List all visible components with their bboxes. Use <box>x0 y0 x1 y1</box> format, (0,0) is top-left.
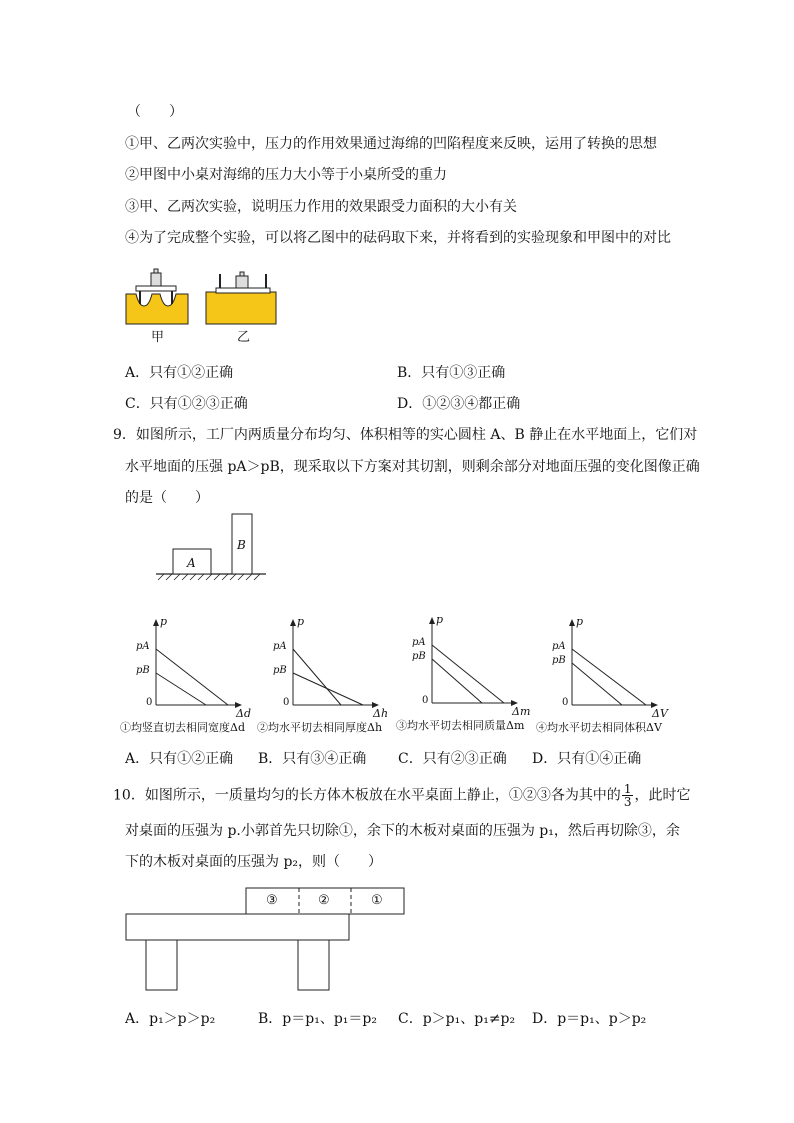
tick-label-pb: pB <box>273 665 287 676</box>
q8-answer-bracket: （ ） <box>127 104 183 120</box>
graph-caption: ④均水平切去相同体积ΔV <box>536 721 662 734</box>
y-axis-arrow <box>153 619 159 626</box>
figure-label-yi: 乙 <box>237 330 251 345</box>
line-pb <box>572 663 622 705</box>
tick-label-pb: pB <box>412 651 426 662</box>
line-pa <box>572 649 646 705</box>
origin-label: 0 <box>562 697 569 708</box>
sponge-yi <box>206 272 276 324</box>
q9-cylinders-figure <box>150 510 270 586</box>
y-axis-label: p <box>297 615 305 628</box>
pressure-graph-2 <box>257 615 389 734</box>
q10-stem-line-3: 下的木板对桌面的压强为 p₂，则（ ） <box>125 854 383 870</box>
graph-caption: ③均水平切去相同质量Δm <box>396 719 525 732</box>
q9-option-d[interactable]: D．只有①④正确 <box>532 751 642 767</box>
y-axis-arrow <box>429 617 435 624</box>
line-pa <box>293 649 341 705</box>
q8-statement-3: ③甲、乙两次实验，说明压力作用的效果跟受力面积的大小有关 <box>125 199 517 215</box>
line-pb <box>293 673 363 705</box>
q9-stem-line-2: 水平地面的压强 pA＞pB，现采取以下方案对其切割，则剩余部分对地面压强的变化图像正确 <box>125 459 700 475</box>
one-third-fraction <box>622 783 634 808</box>
pressure-graph-1 <box>120 615 251 734</box>
x-axis-label: Δh <box>373 707 389 720</box>
tick-label-pb: pB <box>136 665 150 676</box>
line-pb <box>156 673 206 705</box>
q8-statement-1: ①甲、乙两次实验中，压力的作用效果通过海绵的凹陷程度来反映，运用了转换的思想 <box>125 136 657 152</box>
graph-caption: ①均竖直切去相同宽度Δd <box>120 721 245 734</box>
fraction-denominator: 3 <box>623 795 632 809</box>
q10-stem-line-2: 对桌面的压强为 p.小郭首先只切除①，余下的木板对桌面的压强为 p₁，然后再切除③，余 <box>125 823 680 839</box>
line-pa <box>432 645 504 703</box>
graph-axes-3 <box>396 613 526 713</box>
q8-option-b[interactable]: B．只有①③正确 <box>397 365 506 381</box>
q8-sponge-figure <box>120 262 290 346</box>
y-axis-label: p <box>160 615 168 628</box>
x-axis-label: ΔV <box>652 707 668 720</box>
q9-stem-line-1: 9．如图所示，工厂内两质量分布均匀、体积相等的实心圆柱 A、B 静止在水平地面上，它们对 <box>113 427 698 443</box>
q10-stem-line-1 <box>113 783 690 808</box>
fraction-numerator: 1 <box>623 782 632 796</box>
q9-stem-line-3: 的是（ ） <box>125 490 209 506</box>
q9-option-c[interactable]: C．只有②③正确 <box>398 751 507 767</box>
q10-stem-line-1-post: ，此时它 <box>634 787 691 804</box>
q10-option-b[interactable]: B．p＝p₁、p₁＝p₂ <box>258 1011 377 1027</box>
q8-statement-2: ②甲图中小桌对海绵的压力大小等于小桌所受的重力 <box>125 167 447 183</box>
q10-option-c[interactable]: C．p＞p₁、p₁≠p₂ <box>398 1011 516 1027</box>
graph-caption: ②均水平切去相同厚度Δh <box>257 721 383 734</box>
q9-option-b[interactable]: B．只有③④正确 <box>258 751 367 767</box>
board-segment-2: ② <box>318 893 330 908</box>
table-leg-left <box>146 940 177 990</box>
tick-label-pa: pA <box>552 641 566 652</box>
figure-label-jia: 甲 <box>151 330 165 345</box>
y-axis-arrow <box>290 619 296 626</box>
q10-option-a[interactable]: A．p₁＞p＞p₂ <box>125 1011 216 1027</box>
tick-label-pa: pA <box>273 641 287 652</box>
block-b-label: B <box>237 538 246 552</box>
x-axis-label: Δm <box>512 705 531 718</box>
tick-label-pa: pA <box>412 637 426 648</box>
q8-option-a[interactable]: A．只有①②正确 <box>125 365 234 381</box>
q9-option-a[interactable]: A．只有①②正确 <box>125 751 234 767</box>
y-axis-label: p <box>576 615 584 628</box>
y-axis-label: p <box>436 613 444 626</box>
q10-stem-line-1-pre: 10．如图所示，一质量均匀的长方体木板放在水平桌面上静止，①②③各为其中的 <box>113 787 621 804</box>
board-segment-3: ③ <box>266 893 278 908</box>
sponge-jia <box>126 269 188 324</box>
origin-label: 0 <box>283 697 290 708</box>
board-segment-1: ① <box>371 893 383 908</box>
x-axis-label: Δd <box>236 707 251 720</box>
q8-option-c[interactable]: C．只有①②③正确 <box>125 396 248 412</box>
y-axis-arrow <box>569 619 575 626</box>
q10-option-d[interactable]: D．p＝p₁、p＞p₂ <box>532 1011 647 1027</box>
table-leg-right <box>298 940 329 990</box>
q8-statement-4: ④为了完成整个实验，可以将乙图中的砝码取下来，并将看到的实验现象和甲图中的对比 <box>125 230 671 246</box>
tick-label-pb: pB <box>552 655 566 666</box>
block-a-label: A <box>187 556 196 570</box>
pressure-graph-4 <box>536 615 668 734</box>
origin-label: 0 <box>146 697 153 708</box>
pressure-graph-3 <box>396 613 531 732</box>
q8-option-d[interactable]: D．①②③④都正确 <box>397 396 521 412</box>
tick-label-pa: pA <box>136 641 150 652</box>
origin-label: 0 <box>422 695 429 706</box>
table-top <box>126 914 349 940</box>
